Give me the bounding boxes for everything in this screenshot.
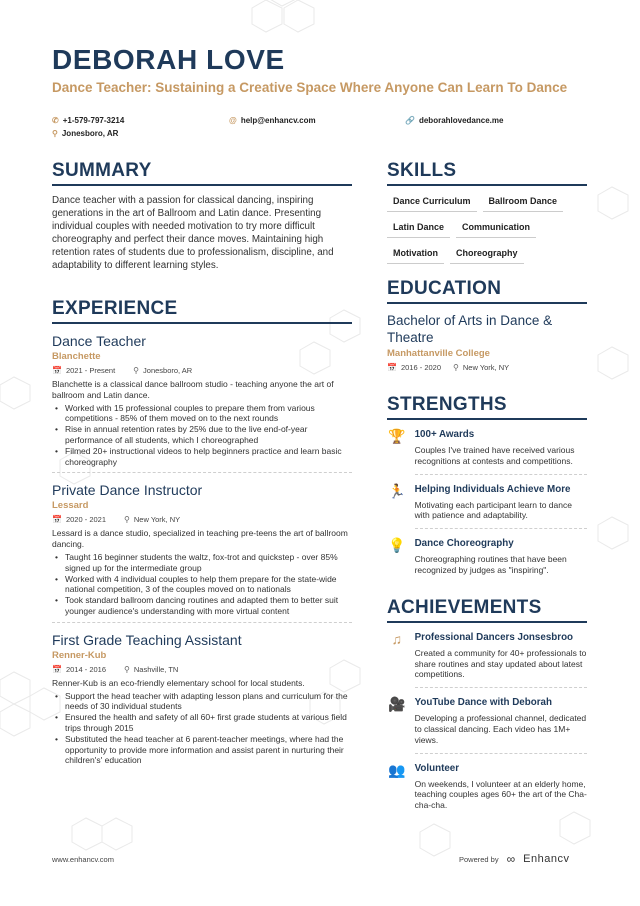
location-pin-icon: ⚲ <box>124 664 130 674</box>
achievement-title: Professional Dancers Jonsesbroo <box>414 631 574 643</box>
degree-title: Bachelor of Arts in Dance & Theatre <box>387 313 553 345</box>
skill-tag: Motivation <box>387 246 444 264</box>
bullet-item: • Worked with 15 professional couples to prepare them from various competitions - 85% of them moved on to the next rounds <box>65 403 352 425</box>
website-contact[interactable] <box>405 116 503 125</box>
right-column <box>387 160 587 811</box>
headline: Dance Teacher: Sustaining a Creative Space Where Anyone Can Learn To Dance <box>52 80 568 95</box>
calendar-icon: 📅 <box>52 515 62 525</box>
education-heading: EDUCATION <box>387 278 587 304</box>
job-bullets <box>52 403 352 468</box>
job-company: Blanchette <box>52 351 101 362</box>
skills-heading: SKILLS <box>387 160 587 186</box>
skill-tag: Communication <box>456 220 536 238</box>
brand-name[interactable]: Enhancv <box>523 853 570 865</box>
lightbulb-icon: 💡 <box>388 537 406 554</box>
bullet-item: • Took standard ballroom dancing routines and adapted them to better suit younger audience's understanding with more virtual content <box>65 595 352 617</box>
education-location: New York, NY <box>462 363 510 372</box>
skill-tag: Latin Dance <box>387 220 450 238</box>
experience-entry <box>52 333 352 473</box>
experience-entry <box>52 632 352 766</box>
location-pin-icon: ⚲ <box>453 363 459 372</box>
strength-title: Helping Individuals Achieve More <box>414 483 571 495</box>
achievement-text: Developing a professional channel, dedicated to classical dancing. Each video has 1M+ views. <box>414 713 587 745</box>
entry-divider <box>52 472 352 473</box>
education-dates: 2016 - 2020 <box>400 363 442 372</box>
bullet-item: • Taught 16 beginner students the waltz, fox-trot and quickstep - over 85% signed up for the intermediate group <box>65 552 352 574</box>
summary-text: Dance teacher with a passion for classical dancing, inspiring generations in the art of Ballroom and Latin dance. Presenting individual couples with needed motivation to try more difficult choreography and perfect their dance moves. Maintaining high retention rates of students due to professionalism, discipline, and adaptability to different learning styles. <box>52 195 334 271</box>
job-company: Renner-Kub <box>52 649 107 661</box>
location-contact <box>52 129 118 138</box>
education-meta <box>387 363 587 372</box>
strength-text: Couples I've trained have received various recognitions at contests and competitions. <box>414 445 575 466</box>
education-section <box>387 278 587 372</box>
job-description: Blanchette is a classical dance ballroom studio - teaching anyone the art of ballroom and Latin dance. <box>52 379 334 400</box>
achievement-item <box>387 763 587 811</box>
strength-item <box>387 538 587 576</box>
achievement-text: Created a community for 40+ professionals to share routines and stay updated about latest competitions. <box>414 647 587 680</box>
calendar-icon: 📅 <box>387 363 397 372</box>
experience-heading: EXPERIENCE <box>52 298 352 324</box>
location-pin-icon: ⚲ <box>133 366 140 375</box>
location-pin-icon: ⚲ <box>52 129 58 138</box>
job-dates: 2021 - Present <box>65 366 116 375</box>
strength-item <box>387 429 587 475</box>
job-role: First Grade Teaching Assistant <box>52 631 242 648</box>
calendar-icon: 📅 <box>52 366 62 375</box>
phone-icon: ✆ <box>52 116 59 125</box>
music-note-icon: ♫ <box>391 630 403 647</box>
job-bullets <box>52 552 352 617</box>
people-icon: 👥 <box>388 761 406 778</box>
calendar-icon: 📅 <box>52 664 62 674</box>
skills-list <box>387 194 592 264</box>
skill-tag: Ballroom Dance <box>483 194 564 212</box>
at-icon: @ <box>229 116 237 125</box>
achievements-heading: ACHIEVEMENTS <box>387 597 587 623</box>
bullet-item: • Support the head teacher with adapting lesson plans and curriculum for the needs of 30 individual students <box>65 691 352 713</box>
job-role: Dance Teacher <box>52 333 146 349</box>
job-dates: 2020 - 2021 <box>65 515 107 525</box>
powered-by-label: Powered by <box>459 854 499 864</box>
footer-branding[interactable] <box>459 852 569 866</box>
job-description: Lessard is a dance studio, specialized in teaching pre-teens the art of ballroom dancing. <box>52 528 348 550</box>
strength-text: Motivating each participant learn to dance with patience and adaptability. <box>414 499 572 521</box>
item-divider <box>415 474 587 475</box>
achievements-section <box>387 597 587 811</box>
skills-section <box>387 160 587 264</box>
bullet-item: • Substituted the head teacher at 6 parent-teacher meetings, where had the opportunity to provide more information and assist parent in nurturing their children's' education <box>65 734 352 766</box>
strength-title: 100+ Awards <box>414 429 475 440</box>
skill-tag: Dance Curriculum <box>387 194 477 212</box>
website-link[interactable]: deborahlovedance.me <box>418 116 504 125</box>
strength-text: Choreographing routines that have been recognized by judges as "inspiring". <box>414 554 567 575</box>
job-company: Lessard <box>52 500 89 512</box>
runner-icon: 🏃 <box>388 482 406 499</box>
enhancv-logo-icon: ∞ <box>506 852 516 866</box>
summary-section <box>52 160 352 272</box>
achievement-text: On weekends, I volunteer at an elderly home, teaching couples ages 60+ the art of the Cha-cha-cha. <box>414 778 587 811</box>
achievement-item <box>387 697 587 753</box>
video-camera-icon: 🎥 <box>388 696 406 713</box>
job-description: Renner-Kub is an eco-friendly elementary school for local students. <box>52 677 305 688</box>
job-location: Nashville, TN <box>133 664 179 674</box>
job-meta <box>52 515 352 524</box>
candidate-name: DEBORAH LOVE <box>52 44 285 75</box>
location-text: Jonesboro, AR <box>61 129 119 138</box>
bullet-item: • Worked with 4 individual couples to help them prepare for the state-wide national competition, 3 of the couples moved on to nationals <box>65 574 352 596</box>
experience-entry <box>52 482 352 622</box>
strength-title: Dance Choreography <box>414 538 514 550</box>
email-address[interactable]: help@enhancv.com <box>240 116 316 125</box>
job-meta <box>52 366 352 375</box>
strengths-section <box>387 394 587 576</box>
phone-contact <box>52 116 124 125</box>
achievement-title: YouTube Dance with Deborah <box>414 697 552 709</box>
item-divider <box>415 687 587 688</box>
job-role: Private Dance Instructor <box>52 482 203 499</box>
job-location: Jonesboro, AR <box>143 366 193 375</box>
left-column <box>52 160 352 766</box>
summary-heading: SUMMARY <box>52 160 352 186</box>
strengths-heading: STRENGTHS <box>387 394 587 420</box>
bullet-item: • Rise in annual retention rates by 25% due to the live end-of-year performance of all students, which I choreographed <box>65 424 352 446</box>
trophy-icon: 🏆 <box>388 428 406 444</box>
bullet-item: • Filmed 20+ instructional videos to help beginners practice and learn basic choreography <box>65 446 352 468</box>
job-meta <box>52 665 352 674</box>
location-pin-icon: ⚲ <box>124 515 130 525</box>
job-bullets <box>52 691 352 767</box>
bullet-item: • Ensured the health and safety of all 60+ first grade students at various field trips through 2015 <box>65 712 352 734</box>
job-dates: 2014 - 2016 <box>65 664 107 674</box>
phone-number: +1-579-797-3214 <box>62 116 125 125</box>
achievement-item <box>387 632 587 688</box>
email-contact[interactable] <box>229 116 316 125</box>
experience-section <box>52 298 352 766</box>
strength-item <box>387 484 587 530</box>
school-name: Manhattanville College <box>387 348 490 359</box>
item-divider <box>415 753 587 754</box>
entry-divider <box>52 622 352 623</box>
achievement-title: Volunteer <box>414 762 460 774</box>
item-divider <box>415 528 587 529</box>
skill-tag: Choreography <box>450 246 524 264</box>
link-icon: 🔗 <box>405 116 415 125</box>
footer-website[interactable]: www.enhancv.com <box>52 855 114 864</box>
job-location: New York, NY <box>133 515 181 525</box>
